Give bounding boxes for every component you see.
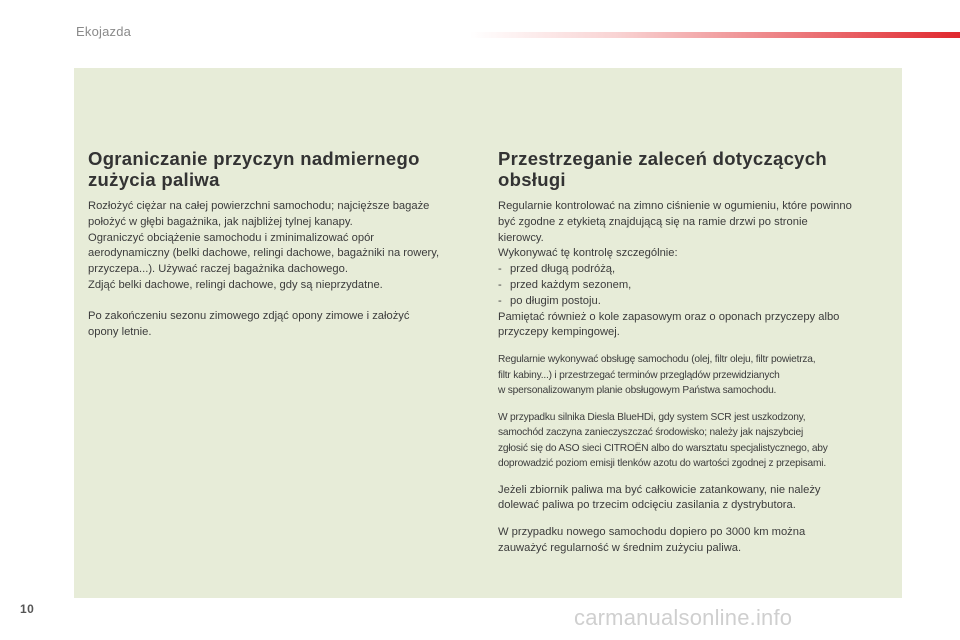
left-heading-line2: zużycia paliwa: [88, 169, 220, 190]
bullet-dash: -: [498, 278, 502, 291]
text-line: W przypadku nowego samochodu dopiero po 3000 km można: [498, 526, 806, 539]
watermark: carmanualsonline.info: [574, 605, 793, 630]
text-line: przyczepy kempingowej.: [498, 326, 620, 339]
text-line: Jeżeli zbiornik paliwa ma być całkowicie zatankowany, nie należy: [498, 483, 821, 496]
text-line: Regularnie wykonywać obsługę samochodu (olej, filtr oleju, filtr powietrza,: [498, 354, 816, 366]
text-line: kierowcy.: [498, 231, 544, 244]
right-column: [498, 148, 892, 557]
bullet-dash: -: [498, 263, 502, 276]
text-line: doprowadzić poziom emisji tlenków azotu do wartości zgodnej z przepisami.: [498, 458, 826, 470]
bullet-text: przed długą podróżą,: [510, 263, 616, 276]
bullet-dash: -: [498, 294, 502, 307]
right-heading-line1: Przestrzeganie zaleceń dotyczących: [498, 148, 827, 169]
text-line: Po zakończeniu sezonu zimowego zdjąć opony zimowe i założyć: [88, 309, 410, 322]
bullet-text: przed każdym sezonem,: [510, 278, 632, 291]
text-line: przyczepa...). Używać raczej bagażnika dachowego.: [88, 263, 348, 276]
text-line: w spersonalizowanym planie obsługowym Państwa samochodu.: [498, 385, 777, 397]
text-line: być zgodne z etykietą znajdującą się na ramie drzwi po stronie: [498, 215, 808, 228]
right-paragraph-2: [498, 352, 892, 399]
text-line: W przypadku silnika Diesla BlueHDi, gdy system SCR jest uszkodzony,: [498, 411, 806, 423]
text-line: opony letnie.: [88, 325, 152, 338]
text-line: samochód zaczyna zanieczyszczać środowisko; należy jak najszybciej: [498, 427, 804, 439]
page-number: 10: [20, 602, 35, 616]
right-heading-line2: obsługi: [498, 169, 566, 190]
left-column: [88, 148, 474, 340]
text-line: położyć w głębi bagażnika, jak najbliżej tylnej kanapy.: [88, 215, 353, 228]
text-line: Pamiętać również o kole zapasowym oraz o oponach przyczepy albo: [498, 310, 840, 323]
text-line: Wykonywać tę kontrolę szczególnie:: [498, 247, 678, 260]
left-paragraph-2: [88, 309, 474, 341]
text-line: zauważyć regularność w średnim zużyciu paliwa.: [498, 542, 742, 555]
right-heading: [498, 148, 892, 190]
text-line: Ograniczyć obciążenie samochodu i zminimalizować opór: [88, 231, 375, 244]
bullet-item: [498, 278, 892, 294]
right-paragraph-3: [498, 410, 892, 472]
left-heading: [88, 148, 474, 190]
right-paragraph-1: [498, 199, 892, 341]
bullet-item: [498, 294, 892, 310]
text-line: zgłosić się do ASO sieci CITROËN albo do warsztatu specjalistycznego, aby: [498, 442, 828, 454]
bullet-item: [498, 262, 892, 278]
text-line: Rozłożyć ciężar na całej powierzchni samochodu; najcięższe bagaże: [88, 200, 430, 212]
right-paragraph-4: [498, 483, 892, 515]
left-paragraph-1: [88, 199, 474, 294]
right-paragraph-5: [498, 525, 892, 557]
bullet-text: po długim postoju.: [510, 294, 601, 307]
text-line: Regularnie kontrolować na zimno ciśnienie w ogumieniu, które powinno: [498, 200, 852, 212]
left-heading-line1: Ograniczanie przyczyn nadmiernego: [88, 148, 420, 169]
text-line: Zdjąć belki dachowe, relingi dachowe, gdy są nieprzydatne.: [88, 278, 383, 291]
header-accent-bar: [470, 32, 960, 38]
header-title: Ekojazda: [76, 24, 132, 39]
text-line: dolewać paliwa po trzecim odcięciu zasilania z dystrybutora.: [498, 499, 796, 512]
content-panel: [74, 68, 902, 598]
text-line: filtr kabiny...) i przestrzegać terminów przeglądów przewidzianych: [498, 369, 780, 381]
text-line: aerodynamiczny (belki dachowe, relingi dachowe, bagażniki na rowery,: [88, 247, 440, 260]
